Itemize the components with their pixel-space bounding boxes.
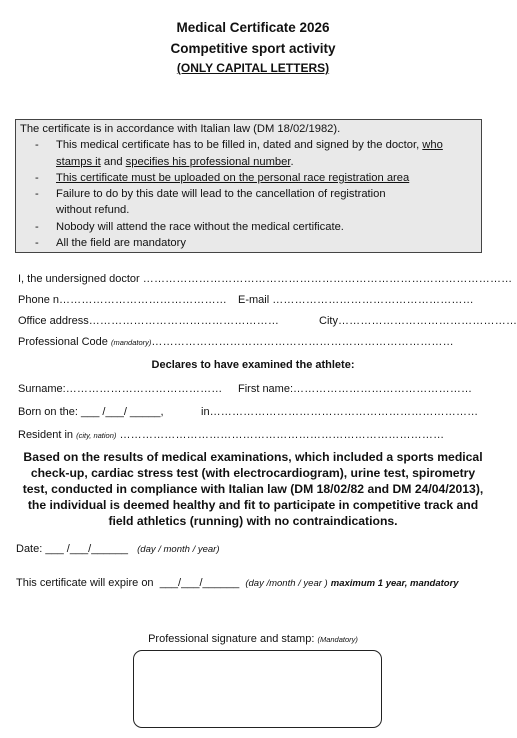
notice-intro: The certificate is in accordance with Italian law (DM 18/02/1982).	[20, 123, 341, 135]
signature-label: Professional signature and stamp: (Mandatory)	[148, 633, 358, 645]
notice-item: - This medical certificate has to be filled in, dated and signed by the doctor, who stamps it and specifies his professional number.	[20, 137, 477, 170]
birth-place-field[interactable]: in………………………………………………………………	[201, 406, 479, 418]
expiry-field[interactable]: This certificate will expire on ___/___/______ (day /month / year ) maximum 1 year, mandatory	[16, 577, 459, 589]
notice-item: - All the field are mandatory	[20, 235, 477, 251]
signature-box[interactable]	[133, 650, 382, 728]
email-field[interactable]: E-mail ………………………………………………	[238, 294, 474, 306]
date-field[interactable]: Date: ___ /___/______ (day / month / year)	[16, 543, 220, 555]
first-name-field[interactable]: First name:…………………………………………	[238, 383, 473, 395]
declares-heading: Declares to have examined the athlete:	[151, 359, 355, 371]
capital-letters-note: (ONLY CAPITAL LETTERS)	[176, 61, 330, 75]
notice-item: - This certificate must be uploaded on the personal race registration area	[20, 170, 477, 186]
resident-field[interactable]: Resident in (city, nation) ……………………………………………………………………………	[18, 429, 445, 441]
notice-item: - Failure to do by this date will lead to the cancellation of registration without refund.	[20, 186, 477, 219]
doctor-field[interactable]: I, the undersigned doctor ………………………………………………………………………………………	[18, 273, 513, 285]
professional-code-field[interactable]: Professional Code (mandatory)………………………………………………………………………	[18, 336, 454, 348]
document-subtitle: Competitive sport activity	[170, 41, 336, 56]
document-title: Medical Certificate 2026	[176, 20, 330, 35]
city-field[interactable]: City…………………………………………	[319, 315, 517, 327]
surname-field[interactable]: Surname:……………………………………	[18, 383, 223, 395]
phone-field[interactable]: Phone n………………………………………	[18, 294, 227, 306]
notice-item: - Nobody will attend the race without the medical certificate.	[20, 219, 477, 235]
fitness-statement: Based on the results of medical examinations, which included a sports medical check-up, cardiac stress test (with electrocardiogram), urine test, spirometry test, conducted in compliance with Italian law (DM 18/02/82 and DM 24/04/2013), the individual is deemed healthy and fit to participate in competitive track and field athletics (running) with no contraindications.	[22, 450, 484, 528]
birth-date-field[interactable]: Born on the: ___ /___/ _____,	[18, 406, 164, 418]
office-address-field[interactable]: Office address……………………………………………	[18, 315, 280, 327]
notice-list	[20, 137, 477, 251]
notice-box	[15, 119, 482, 253]
